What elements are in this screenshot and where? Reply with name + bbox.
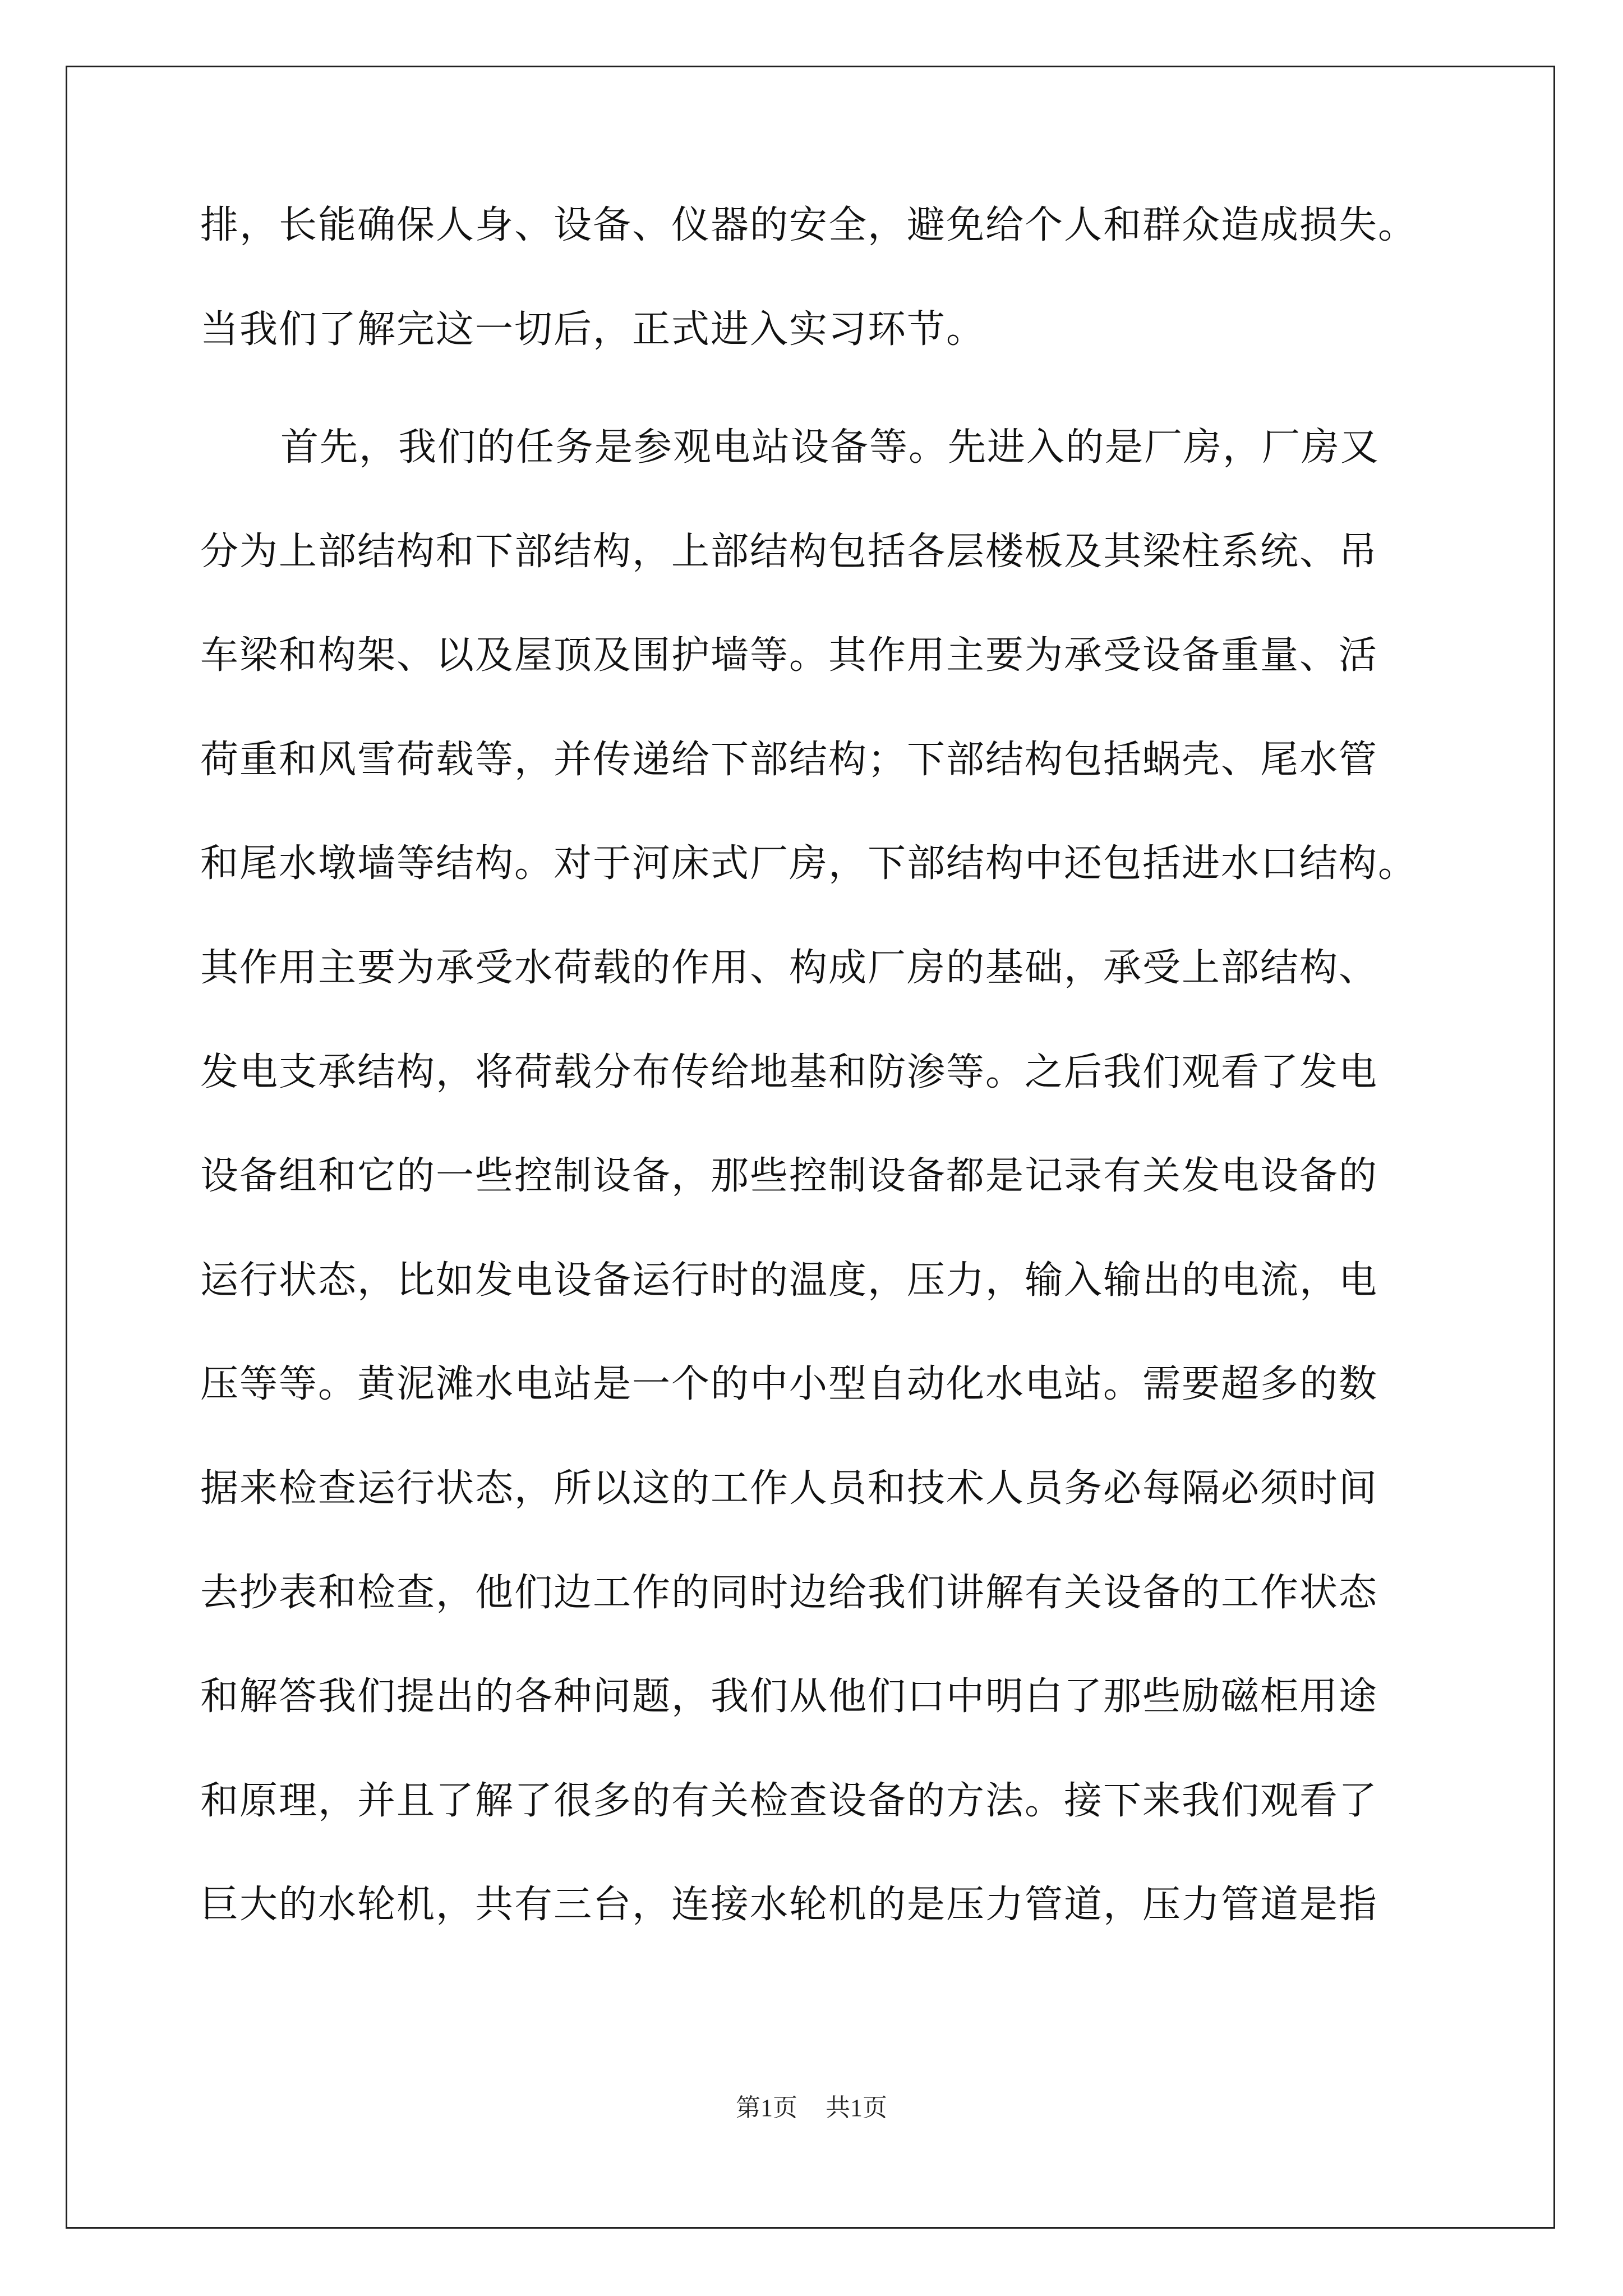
body-line-16: 和原理，并且了解了很多的有关检查设备的方法。接下来我们观看了 [200, 1779, 1378, 1823]
body-line-13: 据来检查运行状态，所以这的工作人员和技术人员务必每隔必须时间 [200, 1466, 1378, 1511]
body-line-12: 压等等。黄泥滩水电站是一个的中小型自动化水电站。需要超多的数 [200, 1362, 1378, 1406]
body-line-10: 设备组和它的一些控制设备，那些控制设备都是记录有关发电设备的 [200, 1154, 1378, 1198]
body-line-4: 分为上部结构和下部结构，上部结构包括各层楼板及其梁柱系统、吊 [200, 530, 1378, 574]
body-line-3: 首先，我们的任务是参观电站设备等。先进入的是厂房，厂房又 [280, 425, 1380, 470]
body-line-15: 和解答我们提出的各种问题，我们从他们口中明白了那些励磁柜用途 [200, 1674, 1378, 1719]
body-line-8: 其作用主要为承受水荷载的作用、构成厂房的基础，承受上部结构、 [200, 946, 1378, 990]
page-number: 第1页 [736, 2094, 797, 2122]
page-total: 共1页 [826, 2094, 887, 2122]
body-line-7: 和尾水墩墙等结构。对于河床式厂房，下部结构中还包括进水口结构。 [200, 841, 1418, 886]
page-footer [0, 2092, 1623, 2124]
body-line-14: 去抄表和检查，他们边工作的同时边给我们讲解有关设备的工作状态 [200, 1571, 1378, 1615]
body-line-11: 运行状态，比如发电设备运行时的温度，压力，输入输出的电流，电 [200, 1258, 1378, 1303]
body-line-1: 排，长能确保人身、设备、仪器的安全，避免给个人和群众造成损失。 [200, 203, 1418, 247]
body-line-6: 荷重和风雪荷载等，并传递给下部结构；下部结构包括蜗壳、尾水管 [200, 738, 1378, 782]
body-line-17: 巨大的水轮机，共有三台，连接水轮机的是压力管道，压力管道是指 [200, 1883, 1378, 1927]
body-line-5: 车梁和构架、以及屋顶及围护墙等。其作用主要为承受设备重量、活 [200, 633, 1378, 678]
body-line-2: 当我们了解完这一切后，正式进入实习环节。 [200, 307, 986, 352]
body-line-9: 发电支承结构，将荷载分布传给地基和防渗等。之后我们观看了发电 [200, 1050, 1378, 1094]
